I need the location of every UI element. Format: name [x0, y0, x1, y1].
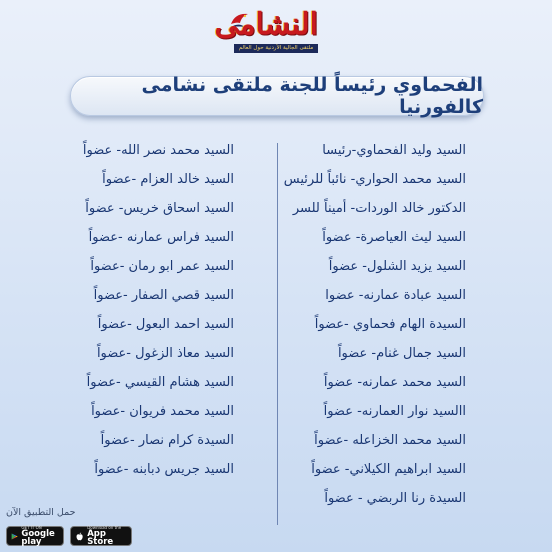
apple-icon [75, 531, 84, 542]
list-item: السيد محمد الخزاعله -عضواً [314, 433, 466, 448]
title-banner [70, 76, 484, 116]
list-item: السيد احمد البعول -عضواً [97, 317, 234, 332]
google-play-badge[interactable] [6, 526, 64, 546]
download-app-label: حمل التطبيق الآن [6, 507, 76, 518]
list-item: السيد محمد فريوان -عضواً [91, 404, 234, 419]
list-item: السيد ابراهيم الكيلاني- عضواً [311, 462, 466, 477]
list-item: السيد معاذ الزغول -عضواً [96, 346, 234, 361]
list-item: السيد جمال غنام- عضواً [337, 346, 466, 361]
list-item: السيد فراس عمارنه -عضواً [88, 230, 234, 245]
members-list-left [83, 136, 234, 484]
list-item: االسيد نوار العمارنه- عضواً [323, 404, 466, 419]
list-item: السيد محمد عمارنه- عضواً [323, 375, 466, 390]
list-item: السيد عمر ابو رمان -عضواً [90, 259, 234, 274]
app-store-small-label: Download on the [87, 524, 122, 530]
list-item: السيد يزيد الشلول- عضواً [328, 259, 466, 274]
list-item: السيد وليد الفحماوي-رئيسا [322, 143, 466, 158]
column-divider [277, 143, 278, 525]
page-title: الفحماوي رئيساً للجنة ملتقى نشامى كالفورنيا [141, 74, 483, 118]
list-item: الدكتور خالد الوردات- أميناً للسر [292, 201, 466, 216]
list-item: السيد اسحاق خريس- عضواً [85, 201, 234, 216]
members-list-right [284, 136, 466, 513]
list-item: السيد هشام القيسي -عضواً [86, 375, 234, 390]
logo-brand-text: النشامى [214, 7, 318, 42]
list-item: السيد ليث العياصرة- عضواً [322, 230, 466, 245]
google-play-icon [11, 531, 18, 542]
list-item: السيد محمد نصر الله- عضواً [82, 143, 234, 158]
app-store-badge[interactable] [70, 526, 132, 546]
list-item: السيد عبادة عمارنه- عضوا [325, 288, 466, 303]
list-item: السيد جريس دبابنه -عضواً [94, 462, 234, 477]
list-item: السيد خالد العزام -عضواً [102, 172, 234, 187]
logo-tagline: ملتقى الجالية الأردنية حول العالم [234, 44, 318, 53]
app-store-label: App Store [87, 528, 114, 547]
nashama-logo[interactable] [214, 7, 318, 51]
list-item: السيدة الهام فحماوي -عضواً [314, 317, 466, 332]
list-item: السيدة رنا الربضي - عضواً [324, 491, 466, 506]
google-play-label: Google play [21, 528, 55, 547]
list-item: السيدة كرام نصار -عضواً [100, 433, 234, 448]
list-item: السيد قصي الصفار -عضواً [93, 288, 234, 303]
list-item: السيد محمد الحواري- نائباً للرئيس [283, 172, 466, 187]
google-play-small-label: GET IT ON [21, 524, 42, 530]
